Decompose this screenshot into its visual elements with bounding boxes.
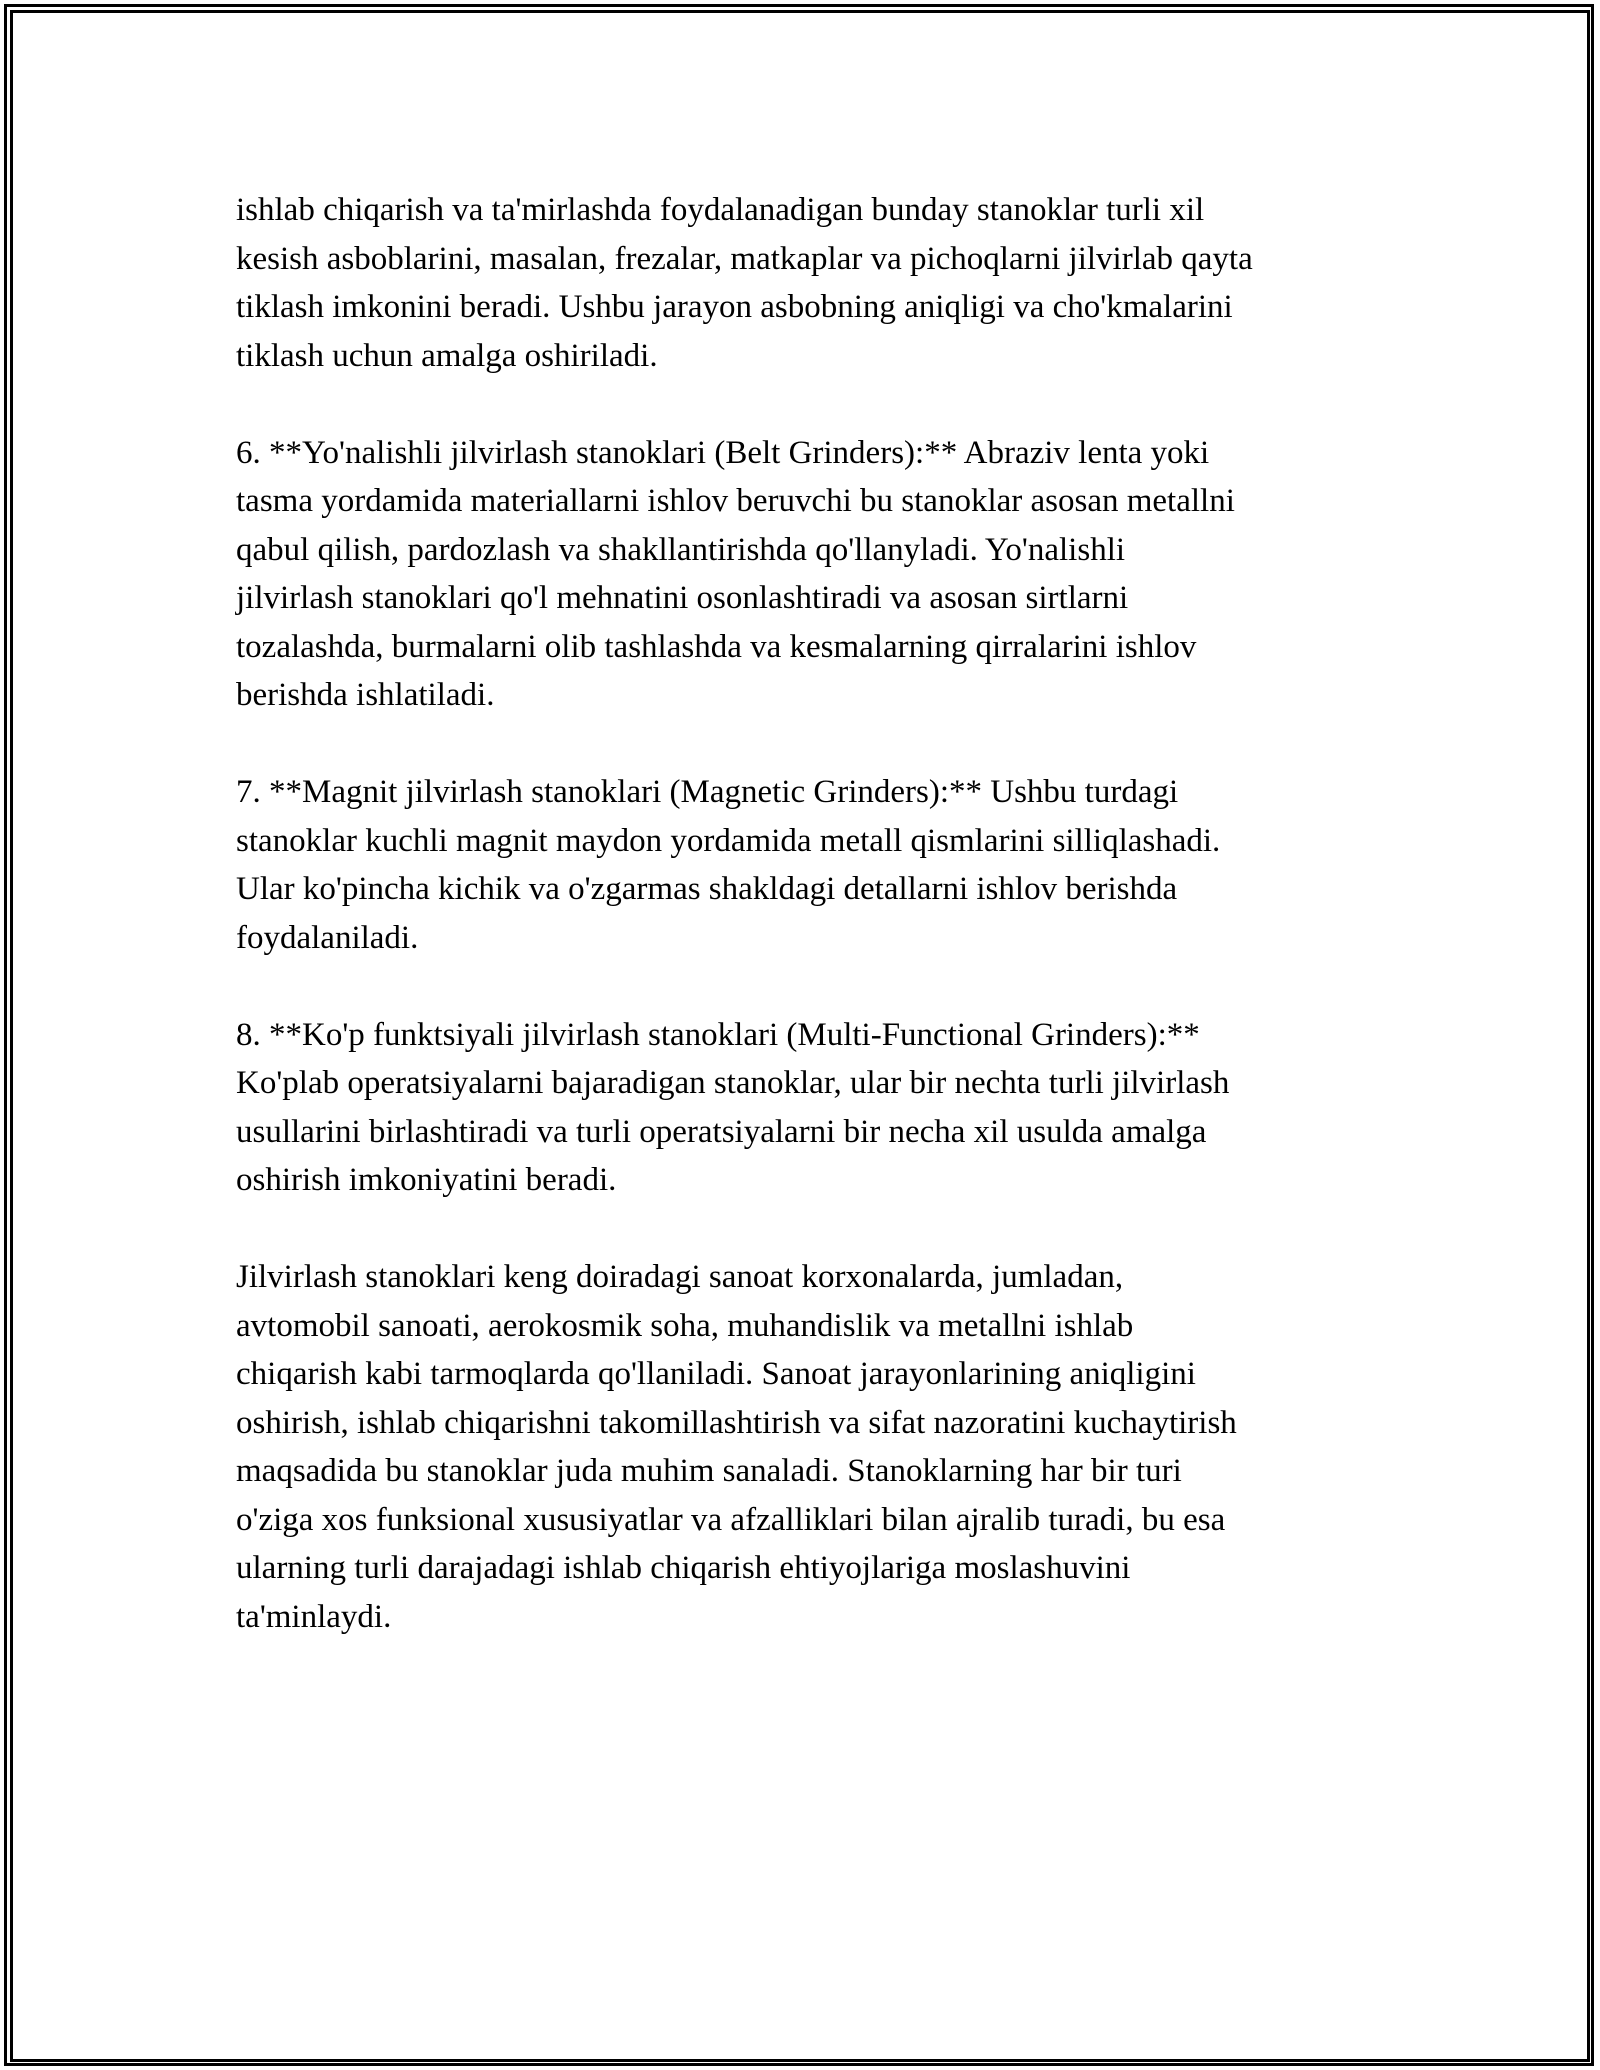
paragraph-conclusion (236, 1253, 1396, 1641)
text-line: ishlab chiqarish va ta'mirlashda foydalanadigan bunday stanoklar turli xil (236, 192, 1205, 228)
paragraph-belt-grinders (236, 429, 1396, 720)
text-line: ularning turli darajadagi ishlab chiqarish ehtiyojlariga moslashuvini (236, 1550, 1131, 1586)
text-line: Ko'plab operatsiyalarni bajaradigan stanoklar, ular bir nechta turli jilvirlash (236, 1065, 1230, 1101)
text-line: jilvirlash stanoklari qo'l mehnatini osonlashtiradi va asosan sirtlarni (236, 580, 1129, 616)
text-line: tasma yordamida materiallarni ishlov beruvchi bu stanoklar asosan metallni (236, 483, 1235, 519)
text-line: 6. **Yo'nalishli jilvirlash stanoklari (Belt Grinders):** Abraziv lenta yoki (236, 434, 1210, 471)
text-line: berishda ishlatiladi. (236, 677, 495, 713)
text-line: o'ziga xos funksional xususiyatlar va afzalliklari bilan ajralib turadi, bu esa (236, 1501, 1226, 1538)
text-line: 7. **Magnit jilvirlash stanoklari (Magnetic Grinders):** Ushbu turdagi (236, 774, 1179, 810)
text-line: oshirish imkoniyatini beradi. (236, 1162, 617, 1198)
text-line: chiqarish kabi tarmoqlarda qo'llaniladi. Sanoat jarayonlarining aniqligini (236, 1356, 1196, 1392)
text-line: avtomobil sanoati, aerokosmik soha, muhandislik va metallni ishlab (236, 1307, 1134, 1344)
text-line: stanoklar kuchli magnit maydon yordamida metall qismlarini silliqlashadi. (236, 822, 1221, 859)
text-line: tozalashda, burmalarni olib tashlashda va kesmalarning qirralarini ishlov (236, 628, 1197, 665)
text-line: foydalaniladi. (236, 919, 419, 956)
paragraph-magnetic-grinders (236, 768, 1396, 962)
text-line: maqsadida bu stanoklar juda muhim sanaladi. Stanoklarning har bir turi (236, 1453, 1182, 1489)
text-line: Jilvirlash stanoklari keng doiradagi sanoat korxonalarda, jumladan, (236, 1259, 1124, 1295)
paragraph-multi-functional-grinders (236, 1011, 1396, 1205)
text-line: oshirish, ishlab chiqarishni takomillashtirish va sifat nazoratini kuchaytirish (236, 1404, 1237, 1441)
document-body (236, 186, 1396, 1641)
text-line: 8. **Ko'p funktsiyali jilvirlash stanoklari (Multi-Functional Grinders):** (236, 1016, 1200, 1053)
text-line: ta'minlaydi. (236, 1598, 392, 1635)
text-line: tiklash imkonini beradi. Ushbu jarayon asbobning aniqligi va cho'kmalarini (236, 289, 1233, 325)
paragraph-tool-sharpening-continued (236, 186, 1396, 380)
text-line: qabul qilish, pardozlash va shakllantirishda qo'llanyladi. Yo'nalishli (236, 531, 1126, 568)
text-line: kesish asboblarini, masalan, frezalar, matkaplar va pichoqlarni jilvirlab qayta (236, 240, 1253, 277)
text-line: usullarini birlashtiradi va turli operatsiyalarni bir necha xil usulda amalga (236, 1113, 1207, 1150)
text-line: Ular ko'pincha kichik va o'zgarmas shakldagi detallarni ishlov berishda (236, 871, 1178, 907)
text-line: tiklash uchun amalga oshiriladi. (236, 337, 658, 374)
